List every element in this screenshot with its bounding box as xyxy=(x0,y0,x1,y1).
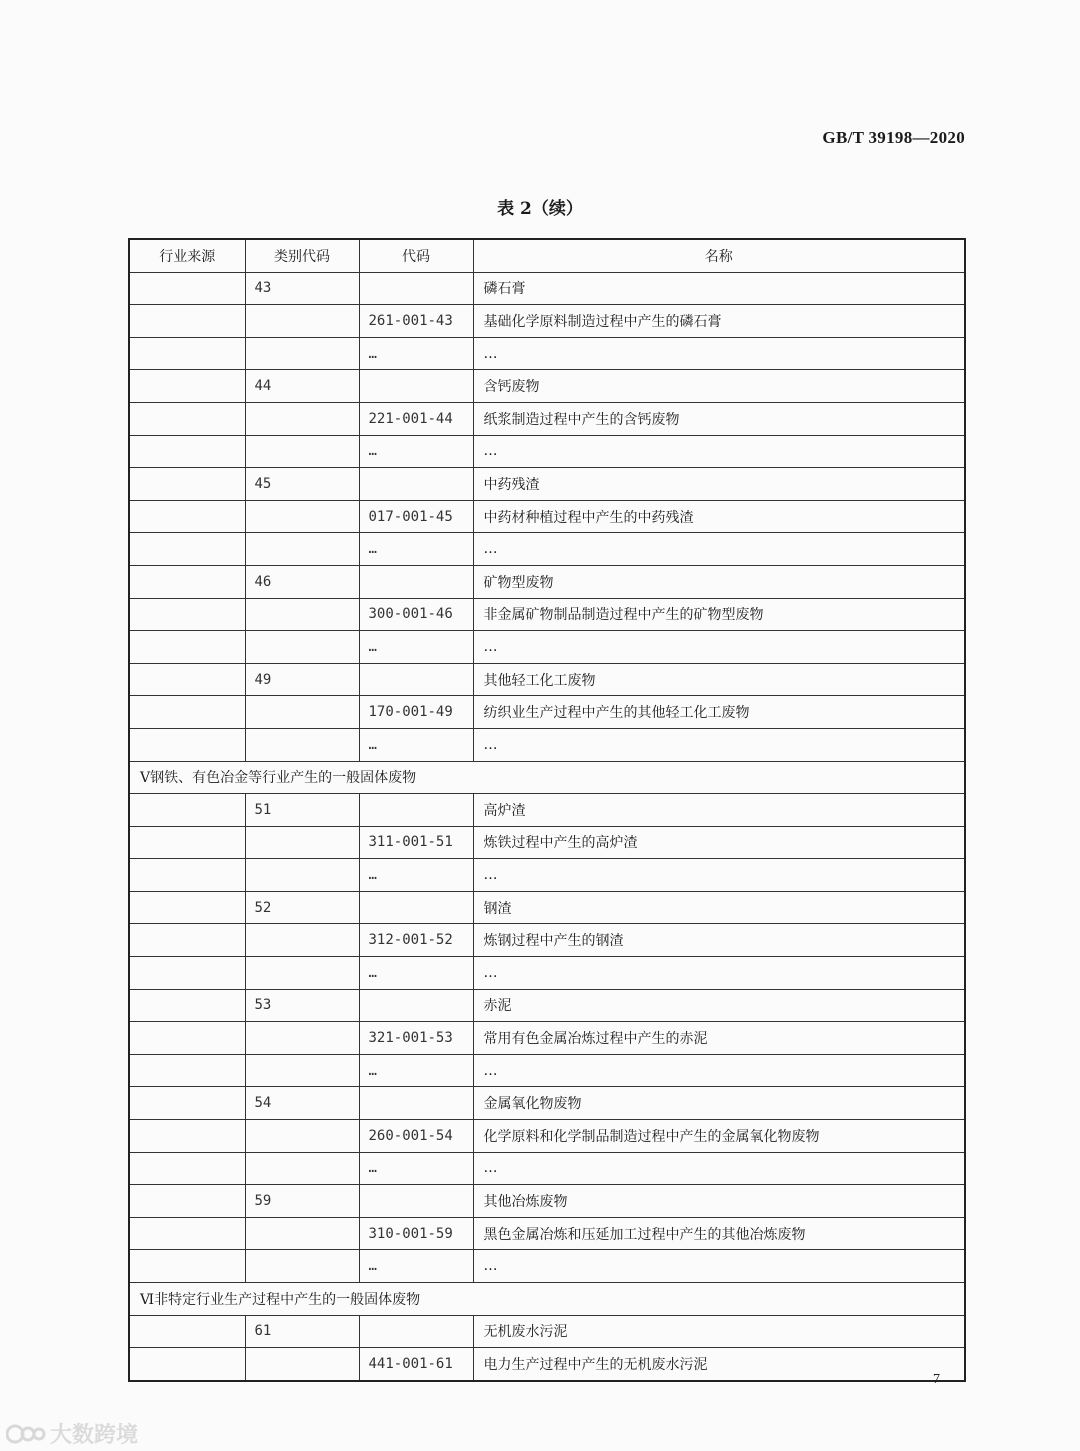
name-cell: 黑色金属冶炼和压延加工过程中产生的其他冶炼废物 xyxy=(473,1217,965,1250)
category-code-cell: 44 xyxy=(245,370,359,403)
name-cell: … xyxy=(473,1152,965,1185)
name-cell: 非金属矿物制品制造过程中产生的矿物型废物 xyxy=(473,598,965,631)
table-row xyxy=(129,533,965,566)
category-code-cell xyxy=(245,305,359,338)
table-row xyxy=(129,1185,965,1218)
table-row xyxy=(129,794,965,827)
table-row xyxy=(129,305,965,338)
code-cell: … xyxy=(359,533,473,566)
industry-source-cell xyxy=(129,631,245,664)
table-row xyxy=(129,957,965,990)
table-row xyxy=(129,565,965,598)
table-row xyxy=(129,1217,965,1250)
industry-source-cell xyxy=(129,891,245,924)
table-header-row xyxy=(129,239,965,272)
table-row xyxy=(129,1250,965,1283)
name-cell: 钢渣 xyxy=(473,891,965,924)
waste-classification-table xyxy=(128,238,966,1382)
table-row xyxy=(129,1120,965,1153)
category-code-cell: 53 xyxy=(245,989,359,1022)
category-code-cell xyxy=(245,402,359,435)
industry-source-cell xyxy=(129,305,245,338)
page-number: 7 xyxy=(933,1372,940,1387)
table-row xyxy=(129,728,965,761)
code-cell: 261-001-43 xyxy=(359,305,473,338)
industry-source-cell xyxy=(129,272,245,305)
industry-source-cell xyxy=(129,598,245,631)
industry-source-cell xyxy=(129,1348,245,1381)
col-header-name: 名称 xyxy=(473,239,965,272)
table-row xyxy=(129,272,965,305)
code-cell: … xyxy=(359,859,473,892)
industry-source-cell xyxy=(129,989,245,1022)
code-cell: … xyxy=(359,631,473,664)
category-code-cell xyxy=(245,1250,359,1283)
category-code-cell xyxy=(245,728,359,761)
name-cell: … xyxy=(473,859,965,892)
industry-source-cell xyxy=(129,728,245,761)
code-cell: … xyxy=(359,957,473,990)
table-row xyxy=(129,924,965,957)
category-code-cell xyxy=(245,1022,359,1055)
category-code-cell xyxy=(245,924,359,957)
name-cell: … xyxy=(473,957,965,990)
industry-source-cell xyxy=(129,957,245,990)
category-code-cell xyxy=(245,1217,359,1250)
name-cell: … xyxy=(473,435,965,468)
table-row xyxy=(129,435,965,468)
category-code-cell xyxy=(245,631,359,664)
name-cell: … xyxy=(473,1054,965,1087)
col-header-category-code: 类别代码 xyxy=(245,239,359,272)
standard-number: GB/T 39198—2020 xyxy=(822,128,965,147)
category-code-cell: 51 xyxy=(245,794,359,827)
category-code-cell xyxy=(245,1152,359,1185)
name-cell: 纺织业生产过程中产生的其他轻工化工废物 xyxy=(473,696,965,729)
category-code-cell xyxy=(245,598,359,631)
category-code-cell xyxy=(245,1120,359,1153)
name-cell: 化学原料和化学制品制造过程中产生的金属氧化物废物 xyxy=(473,1120,965,1153)
name-cell: 金属氧化物废物 xyxy=(473,1087,965,1120)
section-row xyxy=(129,1283,965,1316)
name-cell: 含钙废物 xyxy=(473,370,965,403)
table-row xyxy=(129,370,965,403)
category-code-cell: 49 xyxy=(245,663,359,696)
name-cell: … xyxy=(473,337,965,370)
category-code-cell: 43 xyxy=(245,272,359,305)
name-cell: … xyxy=(473,728,965,761)
category-code-cell: 61 xyxy=(245,1315,359,1348)
table-row xyxy=(129,402,965,435)
code-cell: … xyxy=(359,435,473,468)
name-cell: 基础化学原料制造过程中产生的磷石膏 xyxy=(473,305,965,338)
name-cell: … xyxy=(473,631,965,664)
industry-source-cell xyxy=(129,500,245,533)
industry-source-cell xyxy=(129,337,245,370)
industry-source-cell xyxy=(129,859,245,892)
industry-source-cell xyxy=(129,794,245,827)
category-code-cell xyxy=(245,500,359,533)
table-body xyxy=(129,272,965,1381)
table-row xyxy=(129,1348,965,1381)
industry-source-cell xyxy=(129,924,245,957)
table-row xyxy=(129,989,965,1022)
industry-source-cell xyxy=(129,1250,245,1283)
category-code-cell xyxy=(245,435,359,468)
name-cell: 炼钢过程中产生的钢渣 xyxy=(473,924,965,957)
category-code-cell: 54 xyxy=(245,1087,359,1120)
code-cell: 441-001-61 xyxy=(359,1348,473,1381)
table-row xyxy=(129,1315,965,1348)
code-cell xyxy=(359,1185,473,1218)
table-row xyxy=(129,859,965,892)
code-cell: … xyxy=(359,1054,473,1087)
col-header-industry-source: 行业来源 xyxy=(129,239,245,272)
industry-source-cell xyxy=(129,1087,245,1120)
code-cell: 321-001-53 xyxy=(359,1022,473,1055)
category-code-cell: 45 xyxy=(245,468,359,501)
name-cell: 磷石膏 xyxy=(473,272,965,305)
industry-source-cell xyxy=(129,533,245,566)
col-header-code: 代码 xyxy=(359,239,473,272)
category-code-cell: 46 xyxy=(245,565,359,598)
code-cell xyxy=(359,565,473,598)
category-code-cell xyxy=(245,1348,359,1381)
name-cell: 赤泥 xyxy=(473,989,965,1022)
table-row xyxy=(129,337,965,370)
table-row xyxy=(129,598,965,631)
watermark-text: 大数跨境 xyxy=(50,1423,139,1448)
industry-source-cell xyxy=(129,663,245,696)
code-cell xyxy=(359,272,473,305)
code-cell xyxy=(359,989,473,1022)
name-cell: 中药残渣 xyxy=(473,468,965,501)
code-cell xyxy=(359,891,473,924)
category-code-cell xyxy=(245,859,359,892)
code-cell: 300-001-46 xyxy=(359,598,473,631)
category-code-cell xyxy=(245,696,359,729)
code-cell xyxy=(359,1315,473,1348)
name-cell: 其他轻工化工废物 xyxy=(473,663,965,696)
name-cell: 常用有色金属冶炼过程中产生的赤泥 xyxy=(473,1022,965,1055)
name-cell: 无机废水污泥 xyxy=(473,1315,965,1348)
category-code-cell xyxy=(245,957,359,990)
industry-source-cell xyxy=(129,696,245,729)
section-heading-cell: Ⅴ钢铁、有色冶金等行业产生的一般固体废物 xyxy=(129,761,965,794)
code-cell: 310-001-59 xyxy=(359,1217,473,1250)
code-cell xyxy=(359,794,473,827)
industry-source-cell xyxy=(129,1022,245,1055)
name-cell: 矿物型废物 xyxy=(473,565,965,598)
code-cell xyxy=(359,663,473,696)
category-code-cell xyxy=(245,826,359,859)
category-code-cell xyxy=(245,533,359,566)
code-cell: … xyxy=(359,1152,473,1185)
name-cell: 电力生产过程中产生的无机废水污泥 xyxy=(473,1348,965,1381)
code-cell: … xyxy=(359,728,473,761)
industry-source-cell xyxy=(129,468,245,501)
code-cell: … xyxy=(359,337,473,370)
code-cell xyxy=(359,370,473,403)
industry-source-cell xyxy=(129,402,245,435)
name-cell: … xyxy=(473,533,965,566)
category-code-cell xyxy=(245,1054,359,1087)
category-code-cell: 52 xyxy=(245,891,359,924)
category-code-cell: 59 xyxy=(245,1185,359,1218)
category-code-cell xyxy=(245,337,359,370)
name-cell: 炼铁过程中产生的高炉渣 xyxy=(473,826,965,859)
table-row xyxy=(129,663,965,696)
industry-source-cell xyxy=(129,1315,245,1348)
industry-source-cell xyxy=(129,1120,245,1153)
code-cell: 170-001-49 xyxy=(359,696,473,729)
code-cell xyxy=(359,1087,473,1120)
industry-source-cell xyxy=(129,435,245,468)
industry-source-cell xyxy=(129,1054,245,1087)
code-cell: … xyxy=(359,1250,473,1283)
table-row xyxy=(129,468,965,501)
name-cell: 其他冶炼废物 xyxy=(473,1185,965,1218)
table-row xyxy=(129,891,965,924)
name-cell: 高炉渣 xyxy=(473,794,965,827)
code-cell: 017-001-45 xyxy=(359,500,473,533)
table-row xyxy=(129,1054,965,1087)
name-cell: … xyxy=(473,1250,965,1283)
code-cell: 312-001-52 xyxy=(359,924,473,957)
table-row xyxy=(129,631,965,664)
table-row xyxy=(129,696,965,729)
code-cell: 311-001-51 xyxy=(359,826,473,859)
code-cell: 260-001-54 xyxy=(359,1120,473,1153)
name-cell: 纸浆制造过程中产生的含钙废物 xyxy=(473,402,965,435)
table-row xyxy=(129,1022,965,1055)
table-row xyxy=(129,1152,965,1185)
name-cell: 中药材种植过程中产生的中药残渣 xyxy=(473,500,965,533)
industry-source-cell xyxy=(129,1185,245,1218)
table-row xyxy=(129,500,965,533)
industry-source-cell xyxy=(129,1152,245,1185)
industry-source-cell xyxy=(129,1217,245,1250)
table-row xyxy=(129,826,965,859)
table-title: 表 2（续） xyxy=(497,199,583,219)
section-heading-cell: Ⅵ非特定行业生产过程中产生的一般固体废物 xyxy=(129,1283,965,1316)
code-cell: 221-001-44 xyxy=(359,402,473,435)
industry-source-cell xyxy=(129,565,245,598)
code-cell xyxy=(359,468,473,501)
watermark-logo-icon xyxy=(6,1421,46,1447)
table-row xyxy=(129,1087,965,1120)
industry-source-cell xyxy=(129,826,245,859)
industry-source-cell xyxy=(129,370,245,403)
section-row xyxy=(129,761,965,794)
watermark xyxy=(6,1418,138,1449)
